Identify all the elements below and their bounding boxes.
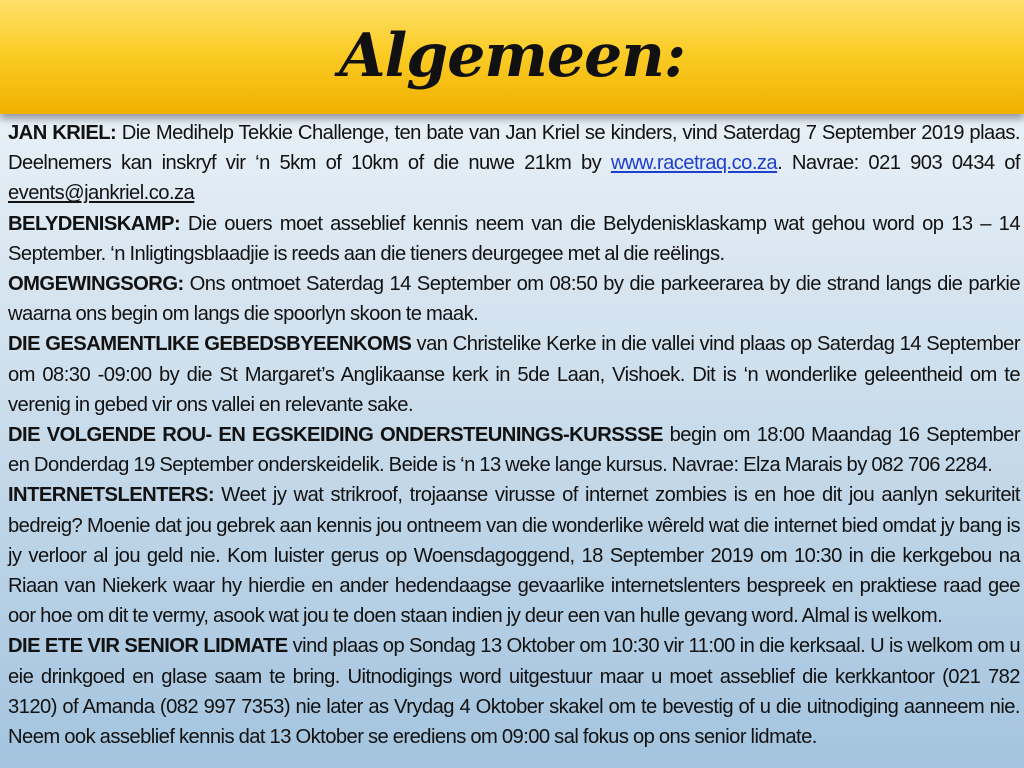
announcement-label: DIE VOLGENDE ROU- EN EGSKEIDING ONDERSTEUNINGS-KURSSSE [8,424,663,447]
announcement-text: Weet jy wat strikroof, trojaanse virusse of internet zombies is en hoe dit jou aanlyn sekuriteit bedreig? Moenie dat jou gebrek aan kennis jou ontneem van die wonderlike wêreld wat die internet bied omdat jy bang is jy verloor al jou geld nie. Kom luister gerus op Woensdagoggend, 18 September 2019 om 10:30 in die kerkgebou na Riaan van Niekerk waar hy hierdie en ander hedendaagse gevaarlike internetslenters bespreek en praktiese raad gee oor hoe om dit te vermy, asook wat jou te doen staan indien jy deur een van hulle gevang word. Almal is welkom. [8,484,1020,628]
title-banner [0,0,1024,114]
announcement-text-continued: . Navrae: 021 903 0434 of [777,152,1020,175]
announcement-ondersteunings-kursusse [8,420,1020,480]
announcement-text: Ons ontmoet Saterdag 14 September om 08:50 by die parkeerarea by die strand langs die parkie waarna ons begin om langs die spoorlyn skoon te maak. [8,273,1020,326]
announcements-list [8,118,1020,752]
announcement-omgewingsorg [8,269,1020,329]
announcement-label: INTERNETSLENTERS: [8,484,214,507]
announcement-belydeniskamp [8,209,1020,269]
email-link[interactable]: events@jankriel.co.za [8,182,195,205]
announcement-label: OMGEWINGSORG: [8,273,184,296]
announcement-jan-kriel [8,118,1020,209]
announcement-senior-lidmate [8,631,1020,752]
announcement-text: vind plaas op Sondag 13 Oktober om 10:30 vir 11:00 in die kerksaal. U is welkom om u eie drinkgoed en glase saam te bring. Uitnodigings word uitgestuur maar u moet asseblief die kerkkantoor (021 782 3120) of Amanda (082 997 7353) nie later as Vrydag 4 Oktober skakel om te bevestig of u die uitnodiging aanneem nie. Neem ook asseblief kennis dat 13 Oktober se erediens om 09:00 sal fokus op ons senior lidmate. [8,635,1021,749]
page-title: Algemeen: [338,21,686,91]
announcement-label: DIE GESAMENTLIKE GEBEDSBYEENKOMS [8,333,412,356]
announcement-internetslenters [8,480,1020,631]
announcement-label: DIE ETE VIR SENIOR LIDMATE [8,635,288,658]
announcement-text: Die ouers moet asseblief kennis neem van die Belydenisklaskamp wat gehou word op 13 – 14 September. ‘n Inligtingsblaadjie is reeds aan die tieners deurgegee met al die reëlings. [8,212,1020,265]
announcement-label: BELYDENISKAMP: [8,212,181,235]
announcement-label: JAN KRIEL: [8,122,117,144]
announcement-text: van Christelike Kerke in die vallei vind plaas op Saterdag 14 September om 08:30 -09:00 by die St Margaret’s Anglikaanse kerk in 5de Laan, Vishoek. Dit is ‘n wonderlike geleentheid om te verenig in gebed vir ons vallei en relevante sake. [8,333,1020,416]
announcement-text: Die Medihelp Tekkie Challenge, ten bate van Jan Kriel se kinders, vind Saterdag 7 September 2019 plaas. Deelnemers kan inskryf vir ‘n 5km of 10km of die nuwe 21km by [8,122,1020,175]
announcement-gebedsbyeenkoms [8,329,1020,420]
racetraq-link[interactable]: www.racetraq.co.za [610,152,778,175]
announcement-text: begin om 18:00 Maandag 16 September en Donderdag 19 September onderskeidelik. Beide is ‘n 13 weke lange kursus. Navrae: Elza Marais by 082 706 2284. [8,424,1020,477]
